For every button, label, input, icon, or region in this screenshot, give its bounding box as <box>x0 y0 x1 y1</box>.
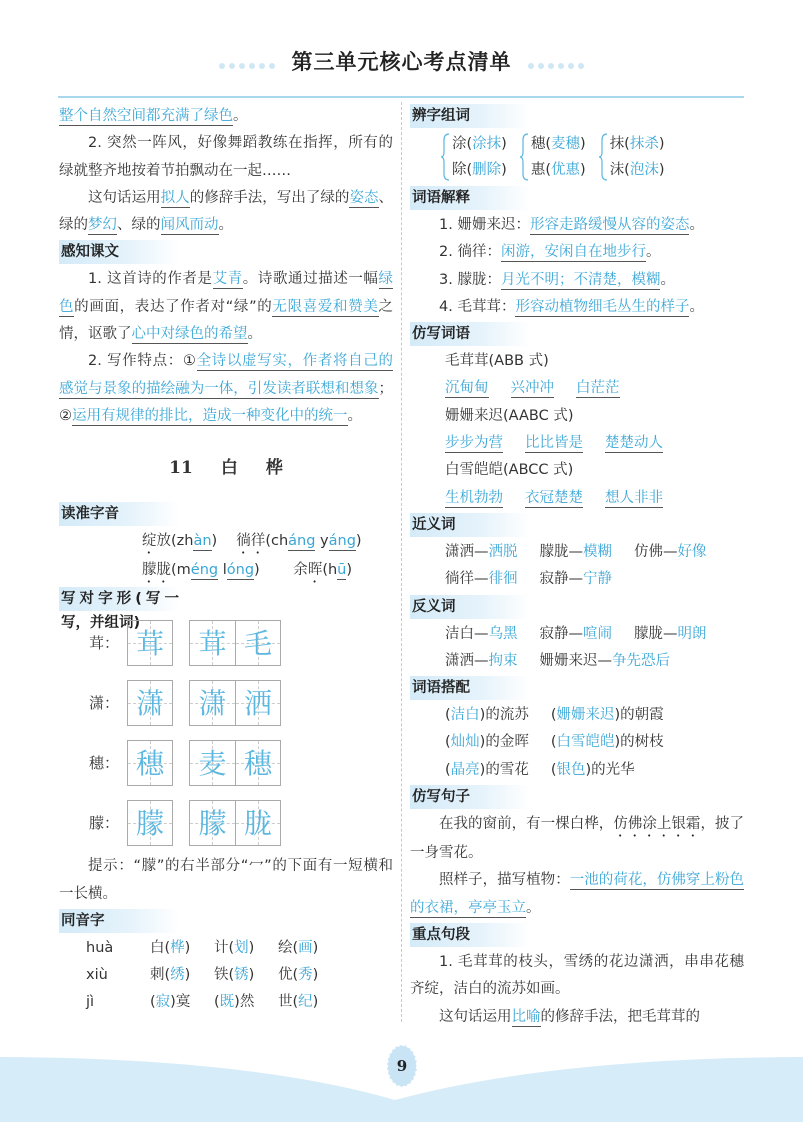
antonym-row <box>410 621 744 648</box>
text-segment: y <box>315 533 329 550</box>
grid-char: 朦 <box>135 806 164 840</box>
paragraph <box>410 867 744 922</box>
grid-cell <box>190 801 235 845</box>
antonym-word: 寂静— <box>539 625 583 642</box>
answer-text: 抹杀 <box>629 136 659 152</box>
text-segment: 抹( <box>609 136 630 152</box>
text-segment: 世( <box>278 994 299 1011</box>
brace-group <box>519 130 586 184</box>
collocation-word: )的金晖 <box>479 734 529 751</box>
answer-text: 晶亮 <box>450 761 480 778</box>
model-word: 姗姗来迟(AABC 式) <box>445 407 574 424</box>
answer-text: 拘束 <box>488 652 518 669</box>
paragraph <box>59 130 393 185</box>
text-segment: 。诗歌通过描述一幅 <box>242 271 379 288</box>
homophone-row <box>59 935 393 962</box>
answer-text: 形容走路缓慢从容的姿态 <box>529 217 690 233</box>
grid-label: 朦： <box>89 813 120 832</box>
section-heading: 读准字音 <box>59 502 179 526</box>
homophone-item <box>214 962 278 989</box>
grid-char: 胧 <box>243 806 272 840</box>
tianzige-box <box>127 740 173 786</box>
grid-char: 穗 <box>243 746 272 780</box>
answer-text: 宁静 <box>583 571 612 588</box>
text-segment: ) <box>658 136 665 152</box>
text-segment: ) <box>346 562 353 579</box>
text-segment: 。 <box>689 298 704 315</box>
text-segment: 之情，讴歌了 <box>59 298 394 343</box>
paren: ( <box>445 707 451 724</box>
grid-char: 朦 <box>198 806 227 840</box>
antonym-word: 洁白— <box>445 625 489 642</box>
text-segment: 1. 这首诗的作者是 <box>88 271 213 288</box>
text-segment: 涂( <box>452 136 473 152</box>
section-heading: 写对字形(写一写，并组词) <box>59 587 179 611</box>
synonym-word: 朦胧— <box>539 543 583 560</box>
brace-icon <box>598 132 608 182</box>
tianzige-pair <box>189 800 281 846</box>
answer-text: àn <box>193 533 212 550</box>
page-title: 第三单元核心考点清单 <box>291 49 512 74</box>
answer-text: 白雪皑皑 <box>556 734 615 751</box>
text-segment: 。 <box>660 271 675 288</box>
section-heading: 反义词 <box>410 595 530 619</box>
answer-text: 寂 <box>155 994 171 1011</box>
answer-text: óng <box>226 562 255 579</box>
pinyin-line <box>59 528 393 557</box>
model-word: 白雪皑皑(ABCC 式) <box>445 462 574 479</box>
text-segment: 计( <box>214 939 235 956</box>
grid-cell <box>235 801 280 845</box>
text-segment: ) 余 <box>254 562 308 579</box>
answer-text: 桦 <box>170 939 185 956</box>
grid-cell <box>235 621 280 665</box>
answer-text: 艾青 <box>212 271 243 288</box>
answer-row <box>410 375 744 402</box>
text-segment: 。 <box>645 244 661 261</box>
char-grid-row <box>59 733 393 793</box>
tianzige-pair <box>189 620 281 666</box>
decor-dots-left <box>217 57 277 73</box>
answer-text: 运用有规律的排比，造成一种变化中的统一 <box>72 407 348 424</box>
brace-item <box>610 157 665 183</box>
answer-text: 闻风而动 <box>160 217 219 234</box>
text-segment: ) <box>501 162 507 178</box>
answer-text: 优惠 <box>551 162 581 178</box>
tianzige-box <box>127 620 173 666</box>
text-segment: 照样子，描写植物： <box>439 872 570 889</box>
answer-text: ū <box>337 562 347 579</box>
answer-row <box>410 485 744 512</box>
answer-text: 形容动植物细毛丛生的样子 <box>515 298 690 315</box>
paragraph <box>59 103 393 130</box>
answer-text: 无限喜爱和赞美 <box>272 298 379 315</box>
answer-text: 划 <box>234 939 249 956</box>
text-segment: 3. 朦胧： <box>439 271 501 288</box>
tianzige-pair <box>189 680 281 726</box>
answer-text: 画 <box>298 939 313 956</box>
answer-text: 洒脱 <box>488 543 518 560</box>
answer-text: 喧闹 <box>583 625 612 642</box>
brace-icon <box>519 132 529 182</box>
grid-char: 潇 <box>135 686 164 720</box>
text-segment: 惠( <box>530 162 552 178</box>
answer-text: 沉甸甸 <box>445 380 489 397</box>
brace-item <box>531 131 586 157</box>
answer-text: áng <box>288 533 316 550</box>
text-segment: 刺( <box>150 967 171 984</box>
grid-label: 茸： <box>89 633 120 652</box>
synonym-word: 潇洒— <box>445 543 489 560</box>
synonym-word: 徜徉— <box>445 571 489 588</box>
text-segment: ( <box>214 994 220 1011</box>
definition-item <box>410 239 744 266</box>
text-segment: 。 <box>233 108 248 124</box>
homophone-item <box>214 935 278 962</box>
lesson-title-c2: 桦 <box>265 458 283 479</box>
text-segment: ；② <box>59 380 393 424</box>
answer-text: 徘徊 <box>488 571 518 588</box>
text-segment: 。 <box>689 217 704 233</box>
text-segment: 沫( <box>609 162 630 178</box>
answer-text: 整个自然空间都充满了绿色 <box>59 108 233 124</box>
synonym-word: 寂静— <box>539 571 583 588</box>
char-distinguish <box>410 130 744 184</box>
text-segment: )然 <box>234 994 255 1011</box>
answer-text: éng <box>190 562 219 579</box>
answer-text: 好像 <box>677 543 707 560</box>
emphasis-text: 朦胧 <box>142 562 171 579</box>
text-segment: 这句话运用 <box>88 189 161 206</box>
text-segment: 铁( <box>214 967 235 984</box>
paragraph <box>410 949 744 1004</box>
grid-char: 潇 <box>198 686 227 720</box>
grid-cell <box>190 741 235 785</box>
synonym-word: 仿佛— <box>634 543 678 560</box>
paren: ( <box>445 761 451 778</box>
text-segment: ) <box>248 967 255 984</box>
collocation-word: )的树枝 <box>614 734 664 751</box>
answer-text: 比喻 <box>511 1008 541 1025</box>
column-divider <box>401 102 402 1022</box>
text-segment: 2. 突然一阵风，好像舞蹈教练在指挥，所有的绿就整齐地按着节拍飘动在一起…… <box>59 135 393 179</box>
text-segment: 提示：“朦”的右半部分“冖”的下面有一短横和一长横。 <box>59 858 393 902</box>
section-heading: 同音字 <box>59 909 179 933</box>
homophone-item <box>150 962 214 989</box>
grid-cell <box>128 621 172 665</box>
section-heading: 重点句段 <box>410 923 530 947</box>
text-segment: )寞 <box>170 994 191 1011</box>
text-segment: 2. 写作特点：① <box>88 353 197 370</box>
text-segment: ) <box>658 162 665 178</box>
text-segment: ) <box>184 939 191 956</box>
antonym-word: 朦胧— <box>634 625 678 642</box>
answer-text: 楚楚动人 <box>605 435 663 452</box>
brace-item <box>452 131 507 157</box>
text-segment: 2. 徜徉： <box>439 244 501 261</box>
answer-text: 姿态 <box>349 189 379 206</box>
answer-row <box>410 430 744 457</box>
synonym-row <box>410 539 744 566</box>
paren: ( <box>550 734 557 751</box>
antonym-word: 潇洒— <box>445 652 489 669</box>
homophone-item <box>150 989 214 1016</box>
homophone-row <box>59 962 393 989</box>
answer-text: 心中对绿色的希望 <box>131 326 248 343</box>
char-grid-row <box>59 673 393 733</box>
paren: ( <box>550 761 557 778</box>
answer-text: 想人非非 <box>605 489 663 506</box>
synonym-row <box>410 566 744 593</box>
grid-char: 洒 <box>243 686 272 720</box>
paren: ( <box>550 707 557 724</box>
answer-text: 麦穗 <box>551 136 581 152</box>
section-heading: 仿写词语 <box>410 322 530 346</box>
text-segment: 绘( <box>278 939 299 956</box>
answer-text: 涂抹 <box>472 136 502 152</box>
tianzige-box <box>127 800 173 846</box>
section-heading: 辨字组词 <box>410 104 530 128</box>
text-segment: ) <box>501 136 507 152</box>
collocation-row <box>410 702 744 729</box>
brace-item <box>452 157 507 183</box>
collocation-word: )的朝霞 <box>614 707 664 724</box>
homophone-item <box>150 935 214 962</box>
grid-label: 穗： <box>89 753 120 772</box>
grid-char: 茸 <box>198 626 227 660</box>
text-segment: ) <box>312 939 319 956</box>
text-segment: ) <box>580 136 586 152</box>
emphasis-text: 仿佛涂上银霜 <box>613 816 701 833</box>
section-heading: 词语解释 <box>410 186 530 210</box>
grid-label: 潇： <box>89 693 120 712</box>
text-segment: 4. 毛茸茸： <box>439 298 516 315</box>
answer-text: 一池的荷花，仿佛穿上粉色的衣裙，亭亭玉立 <box>410 872 745 916</box>
answer-text: 泡沫 <box>629 162 659 178</box>
homophone-row <box>59 989 393 1016</box>
paragraph <box>410 811 744 867</box>
text-segment: ) <box>355 533 362 550</box>
answer-text: 乌黑 <box>488 625 518 642</box>
answer-text: 秀 <box>298 967 313 984</box>
answer-text: 月光不明；不清楚，模糊 <box>500 271 661 288</box>
emphasis-text: 徜徉 <box>236 533 266 550</box>
section-heading: 近义词 <box>410 513 530 537</box>
text-segment: 1. 毛茸茸的枝头，雪绣的花边潇洒，串串花穗齐绽，洁白的流苏如画。 <box>410 953 744 998</box>
paren: ( <box>445 734 451 751</box>
section-heading: 仿写句子 <box>410 785 530 809</box>
text-segment: 、绿的 <box>59 189 394 234</box>
answer-text: 绿色 <box>59 271 394 315</box>
brace-item <box>531 157 586 183</box>
definition-item <box>410 212 744 239</box>
left-column <box>59 103 393 1017</box>
text-segment: 白( <box>150 939 171 956</box>
answer-text: 绣 <box>170 967 185 984</box>
text-segment: ) <box>211 533 237 550</box>
model-word: 毛茸茸(ABB 式) <box>445 353 549 370</box>
text-segment: 除( <box>452 162 473 178</box>
paragraph <box>410 1004 744 1031</box>
pinyin: xiù <box>86 967 108 984</box>
text-segment: 。 <box>247 326 262 343</box>
text-segment: ，披了一身雪花。 <box>410 816 745 862</box>
grid-cell <box>128 741 172 785</box>
page-number: 9 <box>396 1057 408 1075</box>
brace-items <box>531 131 586 183</box>
answer-text: 衣冠楚楚 <box>525 489 583 506</box>
answer-text: 删除 <box>472 162 502 178</box>
emphasis-text: 晖 <box>307 562 323 579</box>
brace-group <box>598 130 665 184</box>
answer-text: 全诗以虚写实，作者将自己的感觉与景象的描绘融为一体，引发读者联想和想象 <box>59 353 394 397</box>
answer-text: 洁白 <box>450 707 480 724</box>
text-segment: 放(zh <box>156 533 194 550</box>
answer-text: 灿灿 <box>450 734 480 751</box>
text-segment: 穗( <box>530 136 552 152</box>
text-segment: (h <box>322 562 338 579</box>
answer-text: 梦幻 <box>88 217 117 234</box>
pinyin-line <box>59 557 393 586</box>
text-segment: 优( <box>278 967 299 984</box>
section-heading: 词语搭配 <box>410 676 530 700</box>
brace-icon <box>440 132 450 182</box>
text-segment: 。 <box>218 217 233 234</box>
text-segment: (m <box>171 562 191 579</box>
header-rule <box>58 96 744 98</box>
answer-text: 拟人 <box>160 189 190 206</box>
text-segment: 。 <box>526 899 541 916</box>
brace-items <box>610 131 665 183</box>
pinyin: jì <box>86 994 95 1011</box>
decor-dots-right <box>526 57 586 73</box>
hint-text <box>59 853 393 908</box>
text-segment: 。 <box>347 407 362 424</box>
text-segment: l <box>218 562 227 579</box>
answer-text: 步步为营 <box>445 435 503 452</box>
text-segment: 的修辞手法，写出了绿的 <box>189 189 350 206</box>
grid-char: 毛 <box>243 626 272 660</box>
answer-text: 锈 <box>234 967 249 984</box>
section-heading: 感知课文 <box>59 240 179 264</box>
answer-text: 模糊 <box>583 543 612 560</box>
page-header <box>0 46 803 76</box>
paragraph <box>59 348 393 430</box>
grid-cell <box>235 681 280 725</box>
text-segment: 的修辞手法，把毛茸茸的 <box>540 1008 700 1025</box>
answer-text: 兴冲冲 <box>510 380 554 397</box>
collocation-row <box>410 729 744 756</box>
answer-text: 姗姗来迟 <box>556 707 615 724</box>
collocation-row <box>410 757 744 784</box>
answer-text: 争先恐后 <box>612 652 670 669</box>
grid-char: 麦 <box>198 746 227 780</box>
antonym-row <box>410 648 744 675</box>
answer-text: 生机勃勃 <box>445 489 503 506</box>
text-segment: ) <box>248 939 255 956</box>
text-segment: ) <box>312 967 319 984</box>
char-grid-row <box>59 793 393 853</box>
answer-text: áng <box>328 533 356 550</box>
answer-text: 明朗 <box>677 625 707 642</box>
grid-cell <box>190 621 235 665</box>
brace-group <box>440 130 507 184</box>
pinyin: huà <box>86 939 114 956</box>
answer-text: 闲游，安闲自在地步行 <box>500 244 646 261</box>
grid-cell <box>190 681 235 725</box>
grid-char: 穗 <box>135 746 164 780</box>
homophone-item <box>214 989 278 1016</box>
brace-items <box>452 131 507 183</box>
text-segment: 、绿的 <box>117 217 161 234</box>
homophone-item <box>278 989 342 1016</box>
text-segment: ) <box>312 994 319 1011</box>
answer-text: 银色 <box>556 761 586 778</box>
paragraph <box>59 185 393 240</box>
lesson-title-c1: 白 <box>220 458 238 479</box>
answer-text: 比比皆是 <box>525 435 583 452</box>
definition-item <box>410 267 744 294</box>
paragraph <box>59 266 393 348</box>
lesson-title <box>59 438 393 498</box>
lesson-title-number: 11 <box>169 458 193 479</box>
text-segment: 这句话运用 <box>439 1008 512 1025</box>
tianzige-pair <box>189 740 281 786</box>
right-column <box>410 103 744 1031</box>
emphasis-text: 绽 <box>142 533 157 550</box>
grid-char: 茸 <box>135 626 164 660</box>
homophone-item <box>278 935 342 962</box>
grid-cell <box>128 681 172 725</box>
page-number-badge <box>380 1040 424 1092</box>
text-segment: ) <box>184 967 191 984</box>
antonym-word: 姗姗来迟— <box>539 652 612 669</box>
collocation-word: )的流苏 <box>479 707 529 724</box>
collocation-word: )的光华 <box>585 761 635 778</box>
homophone-item <box>278 962 342 989</box>
brace-item <box>610 131 665 157</box>
collocation-word: )的雪花 <box>479 761 529 778</box>
tianzige-box <box>127 680 173 726</box>
definition-item <box>410 294 744 321</box>
answer-text: 白茫茫 <box>576 380 620 397</box>
text-segment: 在我的窗前，有一棵白桦， <box>439 816 614 833</box>
text-segment: 1. 姗姗来迟： <box>439 217 530 233</box>
text-segment: ( <box>150 994 156 1011</box>
text-segment: (ch <box>265 533 289 550</box>
text-segment: ) <box>580 162 586 178</box>
grid-cell <box>235 741 280 785</box>
grid-cell <box>128 801 172 845</box>
text-segment: 的画面，表达了作者对“绿”的 <box>74 298 273 315</box>
answer-text: 纪 <box>298 994 313 1011</box>
answer-text: 既 <box>219 994 235 1011</box>
